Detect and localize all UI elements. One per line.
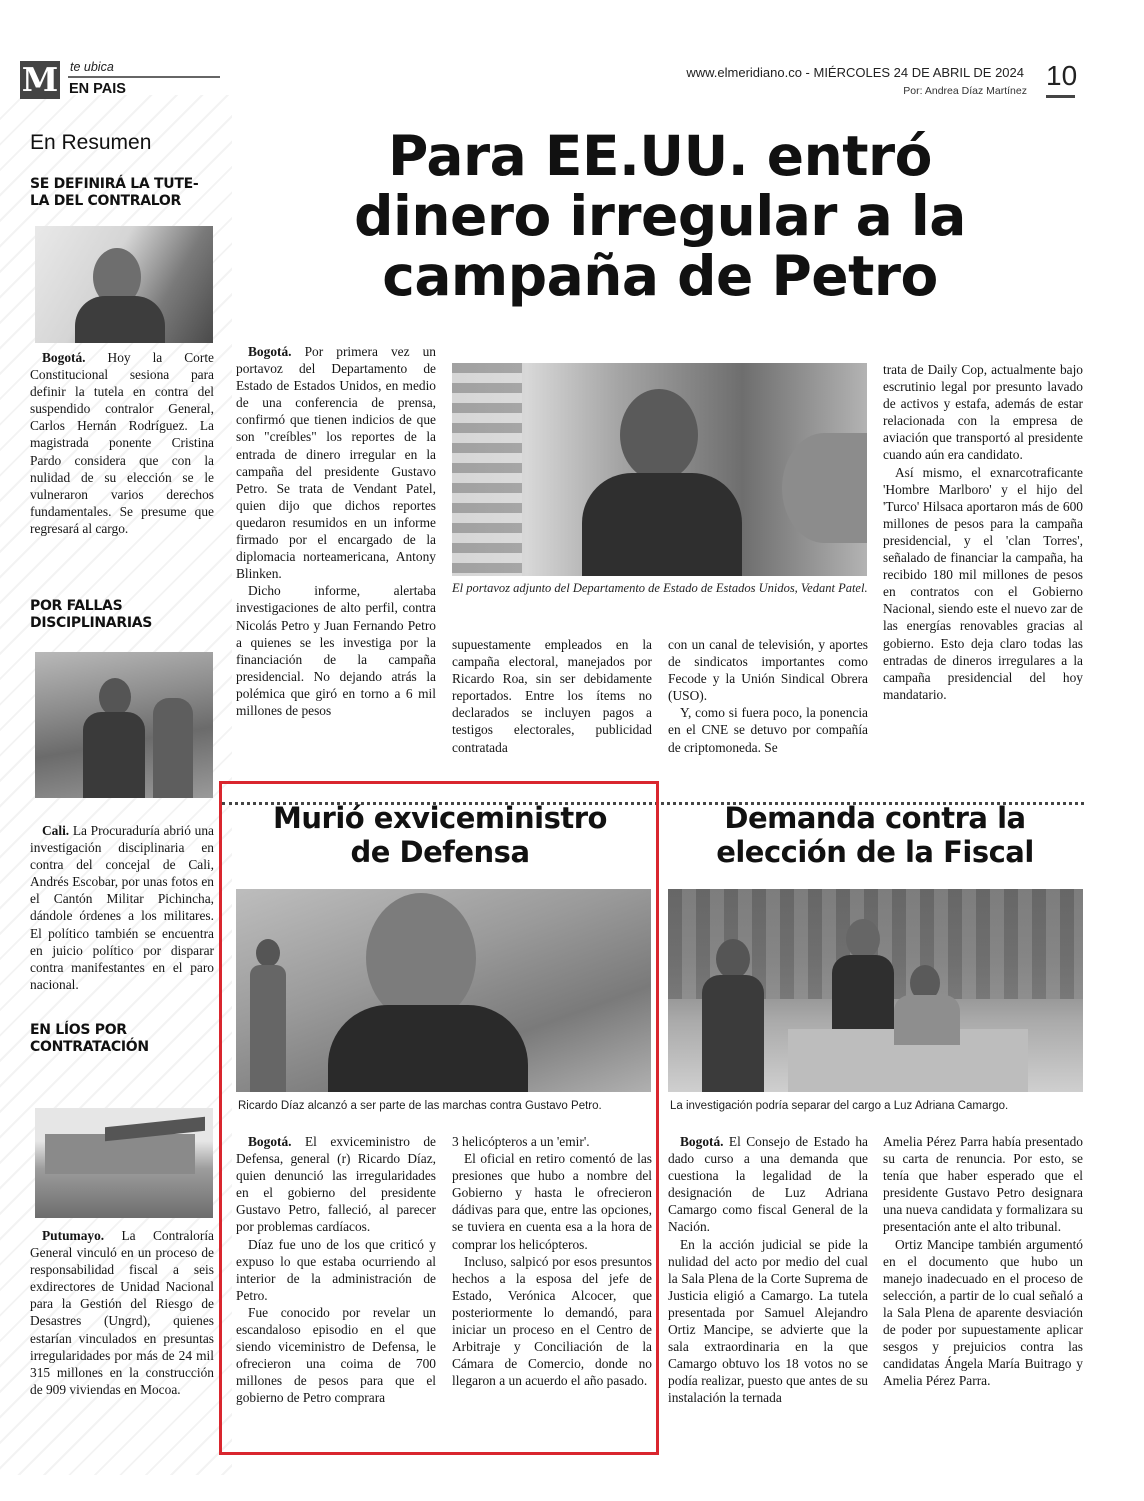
main-col-3	[668, 636, 868, 756]
main-caption: El portavoz adjunto del Departamento de Estado de Estados Unidos, Vedant Patel.	[452, 581, 868, 595]
story3-headline: Demanda contra la elección de la Fiscal	[716, 801, 1034, 869]
story3-col1-p2: En la acción judicial se pide la nulidad del acto por medio del cual la Sala Plena de la Corte Suprema de Justicia eligió a Camargo. La tutela presentada por Samuel Alejandro Ortiz Mancipe, se advierte que la sala extraordinaria en la que Camargo obtuvo los 18 votos no se podía realizar, puesto que antes de su instalación la ternada	[668, 1236, 868, 1406]
main-col2-text: supuestamente empleados en la campaña electoral, manejados por Ricardo Roa, sin ser debidamente reportados. Entre los ítems no declarados se incluyen pagos a testigos electorales, publicidad contratada	[452, 637, 652, 755]
logo-block	[20, 61, 60, 99]
story3-col-2	[883, 1133, 1083, 1389]
photo-vedant-patel	[452, 363, 867, 576]
header-dateline: www.elmeridiano.co - MIÉRCOLES 24 DE ABRIL DE 2024	[686, 65, 1024, 80]
story2-col1-p2: Díaz fue uno de los que criticó y expuso lo que estaba ocurriendo al interior de la administración de Petro.	[236, 1236, 436, 1303]
main-col-4	[883, 361, 1083, 703]
sidebar-text-3	[30, 1227, 214, 1398]
story2-col1-p3: Fue conocido por revelar un escandaloso episodio en el que siendo viceministro de Defensa, le ofrecieron una coima de 700 millones de pesos para que el gobierno de Petro comprara	[236, 1304, 436, 1406]
story2-col2-p1: 3 helicópteros a un 'emir'.	[452, 1134, 590, 1149]
story3-caption: La investigación podría separar del cargo a Luz Adriana Camargo.	[670, 1100, 1009, 1112]
sidebar-text-1	[30, 349, 214, 537]
story3-place: Bogotá.	[680, 1134, 724, 1149]
photo-ricardo-diaz	[236, 889, 651, 1092]
story3-col1-p1: El Consejo de Estado ha dado curso a una demanda que cuestiona la legalidad de la designación de Luz Adriana Camargo como fiscal General de la Nación.	[668, 1134, 868, 1235]
story3-col-1	[668, 1133, 868, 1407]
main-col4-p2: Así mismo, el exnarcotraficante 'Hombre Marlboro' y el hijo del 'Turco' Hilsaca aportaron más de 600 millones de pesos para la campaña presidencial, y el 'clan Torres', señalado de financiar la campaña, ha recibido 180 mil millones de pesos en contratos con el Gobierno Nacional, siendo este el nuevo zar de las energías renovables gracias al gobierno. Esto deja claro todas las entradas de dineros irregulares a la campaña presidencial del hoy mandatario.	[883, 464, 1083, 702]
story2-col2-p3: Incluso, salpicó por esos presuntos hechos a la esposa del jefe de Estado, Verónica Alcocer, que posteriormente lo demandó, para iniciar un proceso en el Centro de Arbitraje y Conciliación de la Cámara de Comercio, donde no llegaron a un acuerdo el año pasado.	[452, 1253, 652, 1389]
story2-col-1	[236, 1133, 436, 1407]
logo-letter: M	[21, 60, 59, 99]
sidebar-place-3: Putumayo.	[42, 1228, 105, 1243]
story2-col1-p1: El exviceministro de Defensa, general (r) Ricardo Díaz, quien denunció las irregularidades en el gobierno del presidente Gustavo Petro, falleció, al parecer por problemas cardíacos.	[236, 1134, 436, 1235]
photo-concejal	[35, 652, 213, 798]
sidebar-body-3: La Contraloría General vinculó en un proceso de responsabilidad fiscal a seis exdirectores de Unidad Nacional para la Gestión del Riesgo de Desastres (Ungrd), quienes estarían vinculados en presuntas irregularidades por más de 24 mil 315 millones en la construcción de 909 viviendas en Mocoa.	[30, 1228, 214, 1397]
story2-place: Bogotá.	[248, 1134, 292, 1149]
sidebar-text-2	[30, 822, 214, 993]
story3-col2-p2: Ortiz Mancipe también argumentó en el documento que hubo un manejo inadecuado en el proceso de selección, a partir de lo cual señaló a la Sala Plena de aparente desviación de poder por supuestamente aplicar sesgos y prejuicios contra las candidatas Ángela María Buitrago y Amelia Pérez Parra.	[883, 1236, 1083, 1389]
story2-col2-p2: El oficial en retiro comentó de las presiones que hubo a nombre del Gobierno y hasta le ofrecieron dádivas para que, entre las opciones, se tuviera en cuenta esa a la hora de comprar los helicópteros.	[452, 1151, 652, 1252]
main-headline: Para EE.UU. entró dinero irregular a la campaña de Petro	[354, 124, 966, 308]
sidebar-heading-2: POR FALLAS DISCIPLINARIAS	[30, 598, 153, 631]
photo-contralor	[35, 226, 213, 343]
main-col3-p1: con un canal de televisión, y aportes de sindicatos importantes como Fecode y la Unión Sindical Obrera (USO).	[668, 637, 868, 704]
sidebar-body-2: La Procuraduría abrió una investigación disciplinaria en contra del concejal de Cali, Andrés Escobar, por unas fotos en el Cantón Militar Pichincha, dándole órdenes a los militares. El político también se encuentra en juicio político por disparar contra manifestantes en el paro nacional.	[30, 823, 214, 992]
page-number-underline	[1046, 95, 1075, 98]
header-author: Por: Andrea Díaz Martínez	[903, 85, 1027, 97]
header-section: EN PAIS	[69, 81, 126, 97]
main-col-2	[452, 636, 652, 756]
sidebar-heading-3: EN LÍOS POR CONTRATACIÓN	[30, 1022, 149, 1055]
main-col-1	[236, 343, 436, 719]
main-col1-p2: Dicho informe, alertaba investigaciones de alto perfil, contra Nicolás Petro y Juan Fernando Petro a quienes se les investiga por la financiación de la campaña presidencial. No dejando atrás la polémica que giró en torno a 6 mil millones de pesos	[236, 583, 436, 718]
sidebar-heading-1: SE DEFINIRÁ LA TUTE- LA DEL CONTRALOR	[30, 176, 199, 209]
sidebar-place-2: Cali.	[42, 823, 70, 838]
main-place: Bogotá.	[248, 344, 292, 359]
story2-col-2	[452, 1133, 652, 1389]
main-col1-p1: Por primera vez un portavoz del Departamento de Estado de Estados Unidos, en medio de una conferencia de prensa, confirmó que tienen indicios de que son "creíbles" los reportes de la entrada de dinero irregular en la campaña del presidente Gustavo Petro. Se trata de Vendant Patel, quien dijo que dichos reportes quedaron resumidos en un informe firmado por el encargado de la diplomacia norteamericana, Antony Blinken.	[236, 344, 436, 582]
main-col3-p2: Y, como si fuera poco, la ponencia en el CNE se detuvo por compañía de criptomoneda. Se	[668, 705, 868, 755]
story2-headline: Murió exviceministro de Defensa	[273, 801, 607, 869]
main-col4-p1: trata de Daily Cop, actualmente bajo escrutinio legal por presunto lavado de activos y estafa, además de estar relacionada con la empresa de aviación que transportó al presidente cuando aún era candidato.	[883, 362, 1083, 463]
sidebar-place-1: Bogotá.	[42, 350, 86, 365]
sidebar-title: En Resumen	[30, 131, 152, 154]
header-tagline: te ubica	[70, 60, 114, 74]
story3-col2-p1: Amelia Pérez Parra había presentado su carta de renuncia. Por esto, se tenía que haber esperado que el presidente Gustavo Petro designara una nueva candidata y formalizara su presentación ante el alto tribunal.	[883, 1134, 1083, 1235]
header-rule	[68, 76, 220, 78]
photo-fiscal	[668, 889, 1083, 1092]
sidebar-body-1: Hoy la Corte Constitucional sesiona para definir la tutela en contra del suspendido contralor General, Carlos Hernán Rodríguez. La magistrada ponente Cristina Pardo considera que con la nulidad de su elección se le vulneraron varios derechos fundamentales. Se presume que regresará al cargo.	[30, 350, 214, 536]
page-number: 10	[1046, 60, 1078, 91]
story2-caption: Ricardo Díaz alcanzó a ser parte de las marchas contra Gustavo Petro.	[238, 1100, 602, 1112]
photo-viviendas	[35, 1108, 213, 1218]
